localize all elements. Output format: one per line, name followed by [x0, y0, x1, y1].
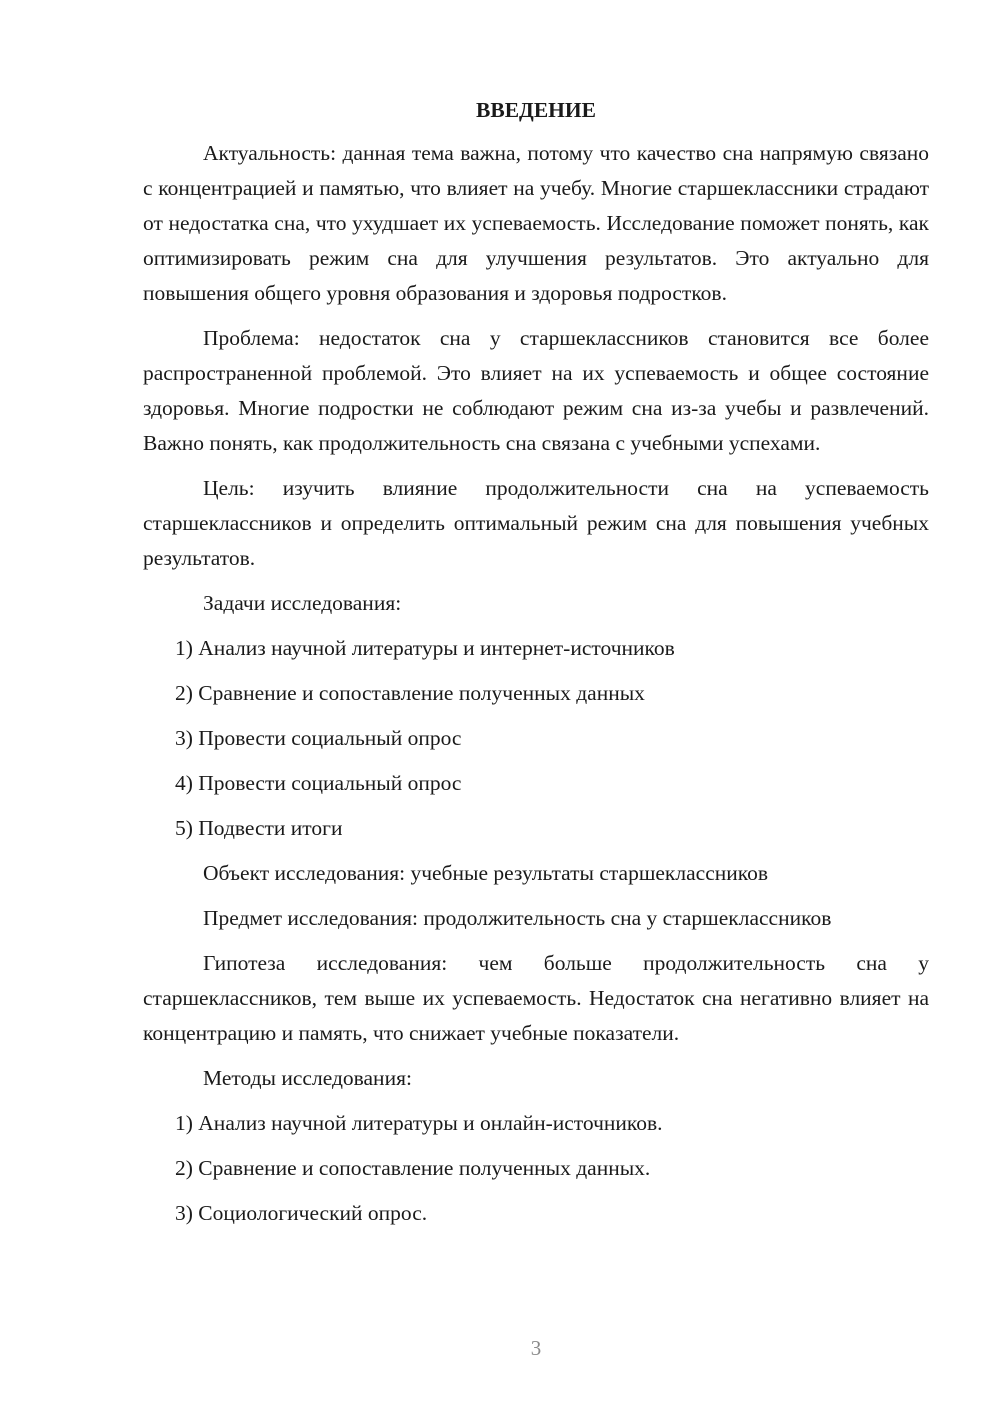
- page-number: 3: [530, 1336, 542, 1360]
- task-item-1: 1) Анализ научной литературы и интернет-источников: [175, 636, 675, 660]
- relevance-paragraph: Актуальность: данная тема важна, потому что качество сна напрямую связано с концентрацией и памятью, что влияет на учебу. Многие старшеклассники страдают от недостатка сна, что ухудшает их успеваемость. Исследование поможет понять, как оптимизировать режим сна для улучшения результатов. Это актуально для повышения общего уровня образования и здоровья подростков.: [143, 141, 929, 305]
- page-title: ВВЕДЕНИЕ: [476, 98, 596, 122]
- method-item-3: 3) Социологический опрос.: [175, 1201, 428, 1225]
- task-item-5: 5) Подвести итоги: [175, 816, 343, 840]
- goal-paragraph: Цель: изучить влияние продолжительности сна на успеваемость старшеклассников и определить оптимальный режим сна для повышения учебных результатов.: [143, 476, 929, 570]
- task-item-4: 4) Провести социальный опрос: [175, 771, 462, 795]
- methods-heading: Методы исследования:: [203, 1066, 412, 1090]
- task-item-2: 2) Сравнение и сопоставление полученных данных: [175, 681, 645, 705]
- task-item-3: 3) Провести социальный опрос: [175, 726, 462, 750]
- tasks-heading: Задачи исследования:: [203, 591, 402, 615]
- page-content: [143, 96, 929, 1241]
- method-item-1: 1) Анализ научной литературы и онлайн-источников.: [175, 1111, 663, 1135]
- research-subject: Предмет исследования: продолжительность сна у старшеклассников: [203, 906, 832, 930]
- research-object: Объект исследования: учебные результаты старшеклассников: [203, 861, 769, 885]
- method-item-2: 2) Сравнение и сопоставление полученных данных.: [175, 1156, 651, 1180]
- problem-paragraph: Проблема: недостаток сна у старшеклассников становится все более распространенной проблемой. Это влияет на их успеваемость и общее состояние здоровья. Многие подростки не соблюдают режим сна из-за учебы и развлечений. Важно понять, как продолжительность сна связана с учебными успехами.: [143, 326, 929, 455]
- hypothesis-paragraph: Гипотеза исследования: чем больше продолжительность сна у старшеклассников, тем выше их успеваемость. Недостаток сна негативно влияет на концентрацию и память, что снижает учебные показатели.: [143, 951, 929, 1045]
